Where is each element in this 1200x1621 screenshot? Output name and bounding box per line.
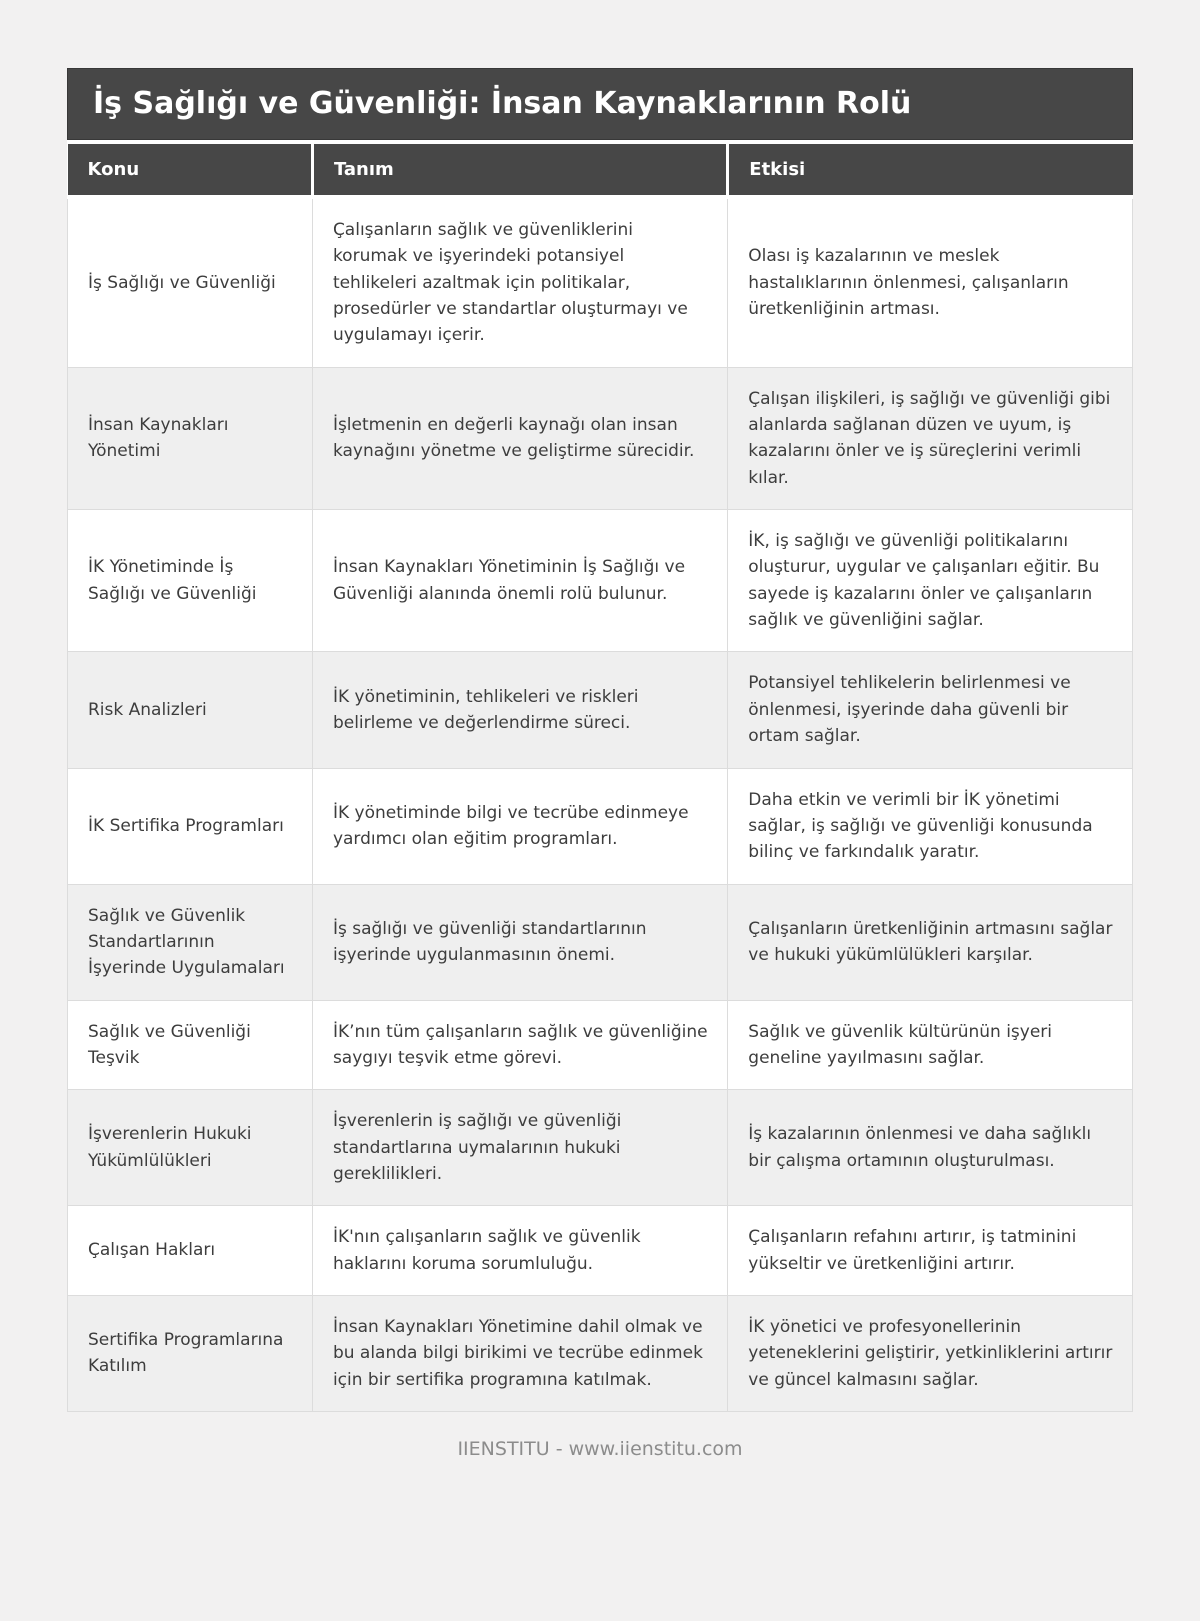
effect-cell: Çalışanların refahını artırır, iş tatminini yükseltir ve üretkenliğini artırır. [728,1206,1133,1296]
topic-cell: İK Sertifika Programları [68,768,313,884]
column-header-konu: Konu [68,144,313,197]
effect-cell: İş kazalarının önlenmesi ve daha sağlıklı bir çalışma ortamının oluşturulması. [728,1090,1133,1206]
topic-cell: İşverenlerin Hukuki Yükümlülükleri [68,1090,313,1206]
topic-cell: İnsan Kaynakları Yönetimi [68,367,313,509]
topic-cell: Risk Analizleri [68,652,313,768]
column-header-etkisi: Etkisi [728,144,1133,197]
definition-cell: İK'nın çalışanların sağlık ve güvenlik haklarını koruma sorumluluğu. [312,1206,727,1296]
definition-cell: İK yönetiminin, tehlikeleri ve riskleri belirleme ve değerlendirme süreci. [312,652,727,768]
effect-cell: İK, iş sağlığı ve güvenliği politikalarını oluşturur, uygular ve çalışanları eğitir. Bu sayede iş kazalarını önler ve çalışanların sağlık ve güvenliğini sağlar. [728,510,1133,652]
definition-cell: İK’nın tüm çalışanların sağlık ve güvenliğine saygıyı teşvik etme görevi. [312,1000,727,1090]
table-body [68,197,1133,1412]
topic-cell: Sağlık ve Güvenliği Teşvik [68,1000,313,1090]
effect-cell: Sağlık ve güvenlik kültürünün işyeri geneline yayılmasını sağlar. [728,1000,1133,1090]
effect-cell: Daha etkin ve verimli bir İK yönetimi sağlar, iş sağlığı ve güvenliği konusunda bilinç ve farkındalık yaratır. [728,768,1133,884]
footer-text: IIENSTITU - www.iienstitu.com [457,1438,743,1460]
table-row [68,1206,1133,1296]
definition-cell: İnsan Kaynakları Yönetimine dahil olmak ve bu alanda bilgi birikimi ve tecrübe edinmek için bir sertifika programına katılmak. [312,1295,727,1411]
definition-cell: İşletmenin en değerli kaynağı olan insan kaynağını yönetme ve geliştirme sürecidir. [312,367,727,509]
effect-cell: Çalışanların üretkenliğinin artmasını sağlar ve hukuki yükümlülükleri karşılar. [728,884,1133,1000]
table-row [68,1000,1133,1090]
topic-cell: İş Sağlığı ve Güvenliği [68,197,313,367]
effect-cell: İK yönetici ve profesyonellerinin yeteneklerini geliştirir, yetkinliklerini artırır ve güncel kalmasını sağlar. [728,1295,1133,1411]
effect-cell: Potansiyel tehlikelerin belirlenmesi ve önlenmesi, işyerinde daha güvenli bir ortam sağlar. [728,652,1133,768]
table-row [68,884,1133,1000]
table-row [68,768,1133,884]
effect-cell: Çalışan ilişkileri, iş sağlığı ve güvenliği gibi alanlarda sağlanan düzen ve uyum, iş kazalarını önler ve iş süreçlerini verimli kılar. [728,367,1133,509]
table-row [68,652,1133,768]
topics-table [67,144,1133,1412]
topic-cell: Sağlık ve Güvenlik Standartlarının İşyerinde Uygulamaları [68,884,313,1000]
table-row [68,367,1133,509]
table-row [68,510,1133,652]
definition-cell: İnsan Kaynakları Yönetiminin İş Sağlığı ve Güvenliği alanında önemli rolü bulunur. [312,510,727,652]
page-title: İş Sağlığı ve Güvenliği: İnsan Kaynaklarının Rolü [67,68,1133,140]
table-row [68,1090,1133,1206]
definition-cell: İşverenlerin iş sağlığı ve güvenliği standartlarına uymalarının hukuki gereklilikleri. [312,1090,727,1206]
table-row [68,197,1133,367]
topic-cell: Çalışan Hakları [68,1206,313,1296]
table-row [68,1295,1133,1411]
topic-cell: Sertifika Programlarına Katılım [68,1295,313,1411]
table-header [68,144,1133,197]
topic-cell: İK Yönetiminde İş Sağlığı ve Güvenliği [68,510,313,652]
document-container [67,68,1133,1412]
header-row [68,144,1133,197]
definition-cell: İş sağlığı ve güvenliği standartlarının işyerinde uygulanmasının önemi. [312,884,727,1000]
definition-cell: Çalışanların sağlık ve güvenliklerini korumak ve işyerindeki potansiyel tehlikeleri azaltmak için politikalar, prosedürler ve standartlar oluşturmayı ve uygulamayı içerir. [312,197,727,367]
column-header-tanim: Tanım [312,144,727,197]
definition-cell: İK yönetiminde bilgi ve tecrübe edinmeye yardımcı olan eğitim programları. [312,768,727,884]
effect-cell: Olası iş kazalarının ve meslek hastalıklarının önlenmesi, çalışanların üretkenliğinin artması. [728,197,1133,367]
